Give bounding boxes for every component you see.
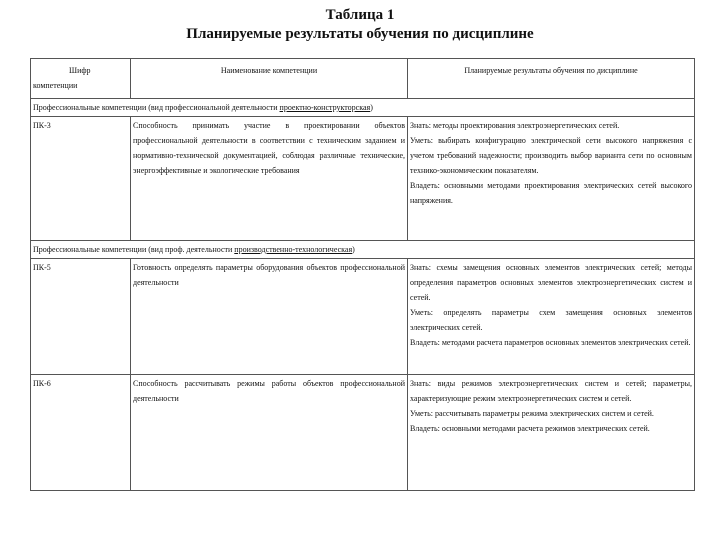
header-code: Шифр компетенции — [31, 59, 131, 99]
table-number: Таблица 1 — [325, 7, 395, 23]
title-block — [0, 0, 720, 44]
competence-results — [408, 259, 695, 375]
result-can: Уметь: выбирать конфигурацию электрической сети высокого напряжения с учетом требований надежности; производить выбор варианта сети по основным технико-экономическим показателям. — [410, 136, 692, 175]
competence-code: ПК-5 — [31, 259, 131, 375]
table-row — [31, 117, 695, 241]
competence-code: ПК-3 — [31, 117, 131, 241]
result-know: Знать: методы проектирования электроэнергетических сетей. — [410, 121, 620, 130]
table-row — [31, 375, 695, 491]
result-can: Уметь: рассчитывать параметры режима электрических систем и сетей. — [410, 409, 654, 418]
result-can: Уметь: определять параметры схем замещения основных элементов электрических сетей. — [410, 308, 692, 332]
section-heading: Профессиональные компетенции (вид проф. деятельности производственно-технологическая) — [31, 241, 695, 259]
result-own: Владеть: методами расчета параметров основных элементов электрических сетей. — [410, 338, 691, 347]
result-know: Знать: виды режимов электроэнергетических систем и сетей; параметры, характеризующие режим электроэнергетических систем и сетей. — [410, 379, 692, 403]
competence-name: Способность рассчитывать режимы работы объектов профессиональной деятельности — [131, 375, 408, 491]
competencies-table — [30, 58, 695, 491]
competence-name: Способность принимать участие в проектировании объектов профессиональной деятельности в соответствии с техническим заданием и нормативно-технической документацией, соблюдая различные технические, энергоэффективные и экологические требования — [131, 117, 408, 241]
competence-code: ПК-6 — [31, 375, 131, 491]
table-header-row — [31, 59, 695, 99]
table-row — [31, 259, 695, 375]
result-own: Владеть: основными методами расчета режимов электрических сетей. — [410, 424, 650, 433]
result-know: Знать: схемы замещения основных элементов электрических сетей; методы определения параметров основных элементов электроэнергетических систем и сетей. — [410, 263, 692, 302]
competence-results — [408, 117, 695, 241]
header-name: Наименование компетенции — [131, 59, 408, 99]
section-heading-row — [31, 99, 695, 117]
section-heading-row — [31, 241, 695, 259]
section-heading: Профессиональные компетенции (вид профессиональной деятельности проектно-конструкторская) — [31, 99, 695, 117]
result-own: Владеть: основными методами проектирования электрических сетей высокого напряжения. — [410, 181, 692, 205]
table-title: Планируемые результаты обучения по дисциплине — [186, 26, 534, 42]
competence-name: Готовность определять параметры оборудования объектов профессиональной деятельности — [131, 259, 408, 375]
header-results: Планируемые результаты обучения по дисциплине — [408, 59, 695, 99]
competence-results — [408, 375, 695, 491]
